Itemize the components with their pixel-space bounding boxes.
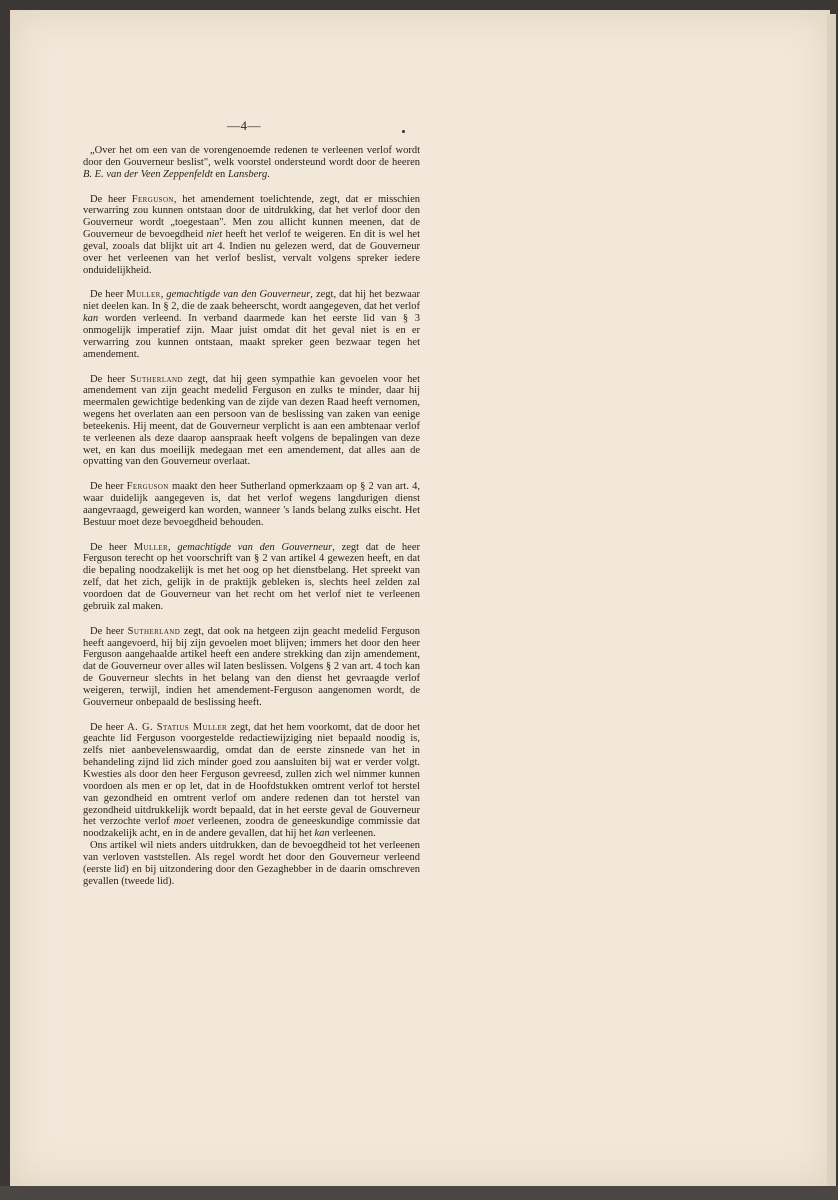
text-run: , zegt, dat hij het bezwaar niet deelen kan. In § 2, die de zaak beheerscht, wordt aangegeven, dat het verlof (83, 289, 420, 313)
italic-name: Lansberg (227, 168, 268, 180)
paragraph-9 (83, 840, 420, 887)
text-run: De heer (90, 625, 128, 637)
paragraph-6 (83, 542, 420, 613)
text-run: De heer (90, 541, 134, 553)
speaker-name: Sutherland (130, 373, 183, 385)
text-run: verleenen, zoodra de geneeskundige commissie dat noodzakelijk acht, en in de andere gevallen, dat hij het (83, 816, 420, 840)
text-run: heeft het verlof te weigeren. En dit is wel het geval, zooals dat blijkt uit art 4. Indien nu gelezen werd, dat de Gouverneur over het verleenen van het verlof beslist, vervalt volgens spreker iedere onduidelijkheid. (83, 229, 420, 276)
italic-names: B. E. van der Veen Zeppenfeldt (83, 168, 213, 180)
text-run: , het amendement toelichtende, zegt, dat er misschien verwarring zou kunnen ontstaan door de uitdrukking, dat het verlof door den Gouverneur wordt „toegestaan". Men zou allicht kunnen meenen, dat de Gouverneur de bevoegdheid (83, 193, 421, 241)
speaker-name: Ferguson (131, 193, 174, 205)
speaker-role: gemachtigde van den Gouverneur (166, 289, 311, 301)
text-run: zegt, dat het hem voorkomt, dat de door het geachte lid Ferguson voorgestelde redactiewijziging niet bepaald noodig is, zelfs niet aanbevelenswaardig, omdat dan de eerste zinsnede van het in behandeling zijnd lid zich minder goed zou aansluiten bij wat er verder volgt. Kwesties als door den heer Ferguson gevreesd, zullen zich wel nimmer kunnen voordoen als men er op let, dat in de Hoofdstukken omtrent verlof tot herstel van gezondheid en omtrent verlof om andere redenen dan tot herstel van gezondheid uitdrukkelijk wordt bepaald, dat in het eerste geval de Gouverneur het verzochte verlof (83, 721, 420, 828)
paragraph-3 (83, 289, 420, 360)
text-run: zegt, dat hij geen sympathie kan gevoelen voor het amendement van zijn geacht medelid Ferguson en zulks te minder, daar hij meermalen gewichtige bedenking van de zijde van dezen Raad heeft vernomen, wegens het overlaten aan een persoon van de beslissing van zaken van eenige beteekenis. Hij meent, dat de Gouverneur verplicht is aan een ambtenaar verlof te verleenen als deze daarop aanspraak heeft volgens de bepalingen van deze wet, en kan dus moeilijk medegaan met een amendement, dat alles aan de opvatting van den Gouverneur overlaat. (83, 373, 420, 468)
page-number: —4— (227, 118, 261, 133)
text-run: Ons artikel wil niets anders uitdrukken, dan de bevoegdheid tot het verleenen van verloven vaststellen. Als regel wordt het door den Gouverneur verleend (eerste lid) en bij uitzondering door den Gezaghebber in de daarin omschreven gevallen (tweede lid). (83, 840, 420, 887)
speaker-name: Muller (126, 289, 161, 301)
text-run: worden verleend. In verband daarmede kan het eerste lid van § 3 onmogelijk imperatief zijn. Maar juist omdat dit het geval niet is en er verwarring zou kunnen ontstaan, maakt spreker geen bezwaar tegen het amendement. (83, 313, 420, 360)
paragraph-1 (83, 145, 420, 181)
italic-word: kan (83, 313, 99, 325)
paragraph-7 (83, 626, 420, 709)
scan-background (0, 1186, 838, 1200)
paragraph-4 (83, 374, 420, 469)
italic-word: kan (314, 828, 330, 840)
text-run: maakt den heer Sutherland opmerkzaam op § 2 van art. 4, waar duidelijk aangegeven is, dat het verlof wegens langdurigen dienst aangevraagd, geweigerd kan worden, wanneer 's lands belang zulks eischt. Het Bestuur moet deze bevoegdheid behouden. (83, 481, 420, 528)
speaker-name: Sutherland (127, 625, 181, 637)
paragraph-8 (83, 722, 420, 840)
text-run: De heer (90, 721, 128, 733)
ink-speck (402, 130, 405, 133)
text-run: zegt, dat ook na hetgeen zijn geacht medelid Ferguson heeft aangevoerd, hij bij zijn gevoelen moet blijven; immers het door den heer Ferguson aangehaalde artikel heeft een andere strekking dan zijn amendement, dat de Gouverneur over alles wil laten beslissen. Volgens § 2 van art. 4 toch kan de Gouverneur slechts in het belang van den dienst het gevraagde verlof weigeren, terwijl, indien het amendement-Ferguson aangenomen wordt, de Gouverneur onbepaald de beslissing heeft. (83, 625, 421, 708)
text-run: De heer (90, 481, 127, 493)
italic-word: moet (173, 816, 195, 828)
paragraph-2 (83, 194, 420, 277)
paragraph-5 (83, 481, 420, 528)
text-run: en (212, 168, 228, 180)
text-run: De heer (90, 193, 132, 205)
text-run: verleenen. (329, 828, 376, 840)
speaker-name: A. G. Statius Muller (127, 721, 228, 733)
text-run: De heer (90, 373, 131, 385)
italic-word: niet (206, 229, 223, 241)
speaker-name: Ferguson (126, 481, 169, 493)
text-run: , (160, 289, 167, 301)
speaker-role: gemachtigde van den Gouverneur (177, 541, 333, 553)
text-run: „Over het om een van de vorengenoemde redenen te verleenen verlof wordt door den Gouverneur beslist", welk voorstel ondersteund wordt door de heeren (83, 145, 420, 168)
text-run: , zegt dat de heer Ferguson terecht op het voorschrift van § 2 van artikel 4 gewezen heeft, en dat die bepaling noodzakelijk is met het oog op het dienstbelang. Het spreekt van zelf, dat het zich, gelijk in de praktijk gebleken is, slechts heel zelden zal voordoen dat de Gouverneur van het recht om het verlof niet te verleenen gebruik zal maken. (83, 541, 421, 612)
body-text (83, 145, 420, 900)
text-run: De heer (90, 289, 127, 301)
text-run: , (168, 541, 178, 553)
page-edge (827, 14, 836, 1186)
text-run: . (267, 168, 270, 180)
speaker-name: Muller (133, 541, 169, 553)
